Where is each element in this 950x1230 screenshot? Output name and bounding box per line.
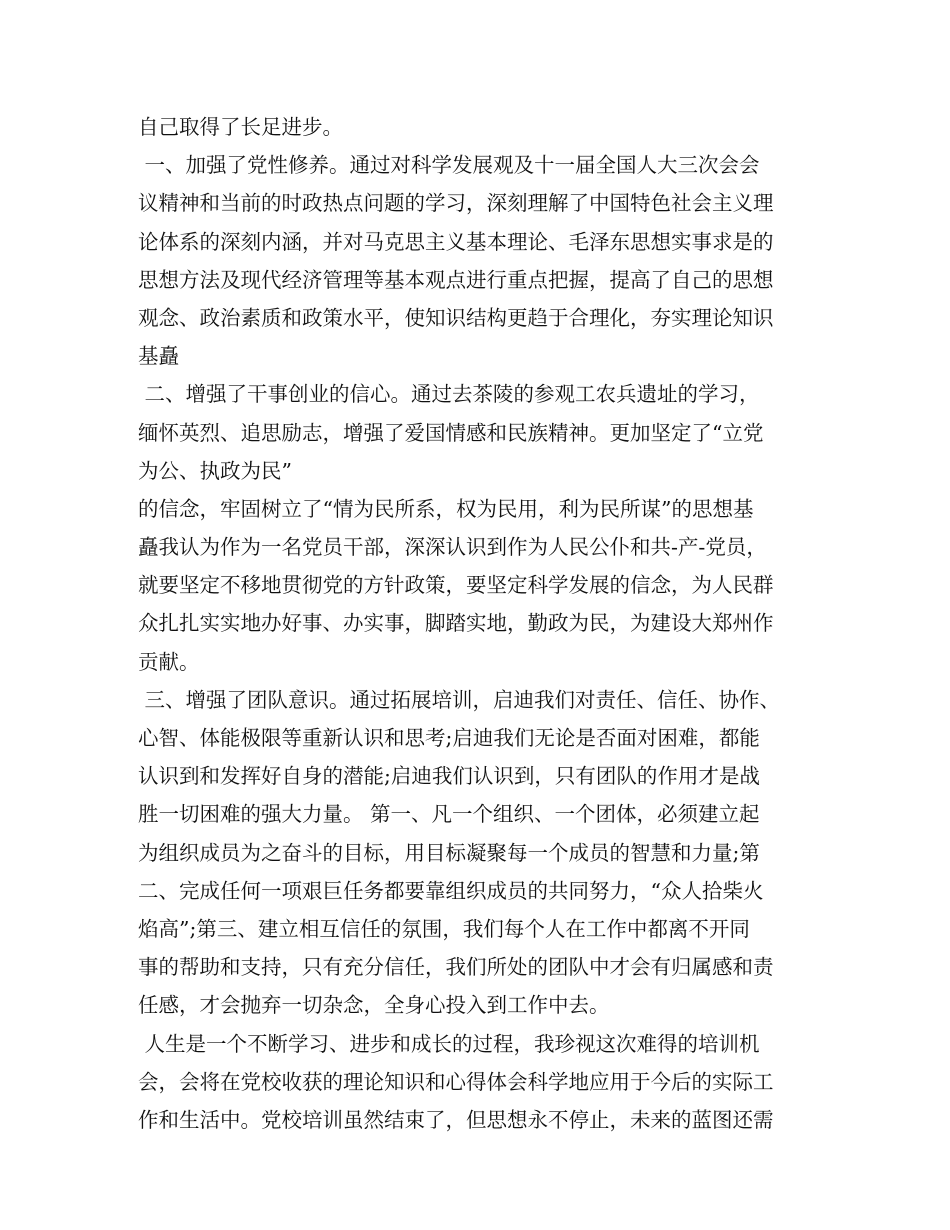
text-line: 矗我认为作为一名党员干部，深深认识到作为人民公仆和共-产-党员， xyxy=(138,535,767,560)
text-line: 议精神和当前的时政热点问题的学习，深刻理解了中国特色社会主义理 xyxy=(138,191,774,216)
text-line: 论体系的深刻内涵，并对马克思主义基本理论、毛泽东思想实事求是的 xyxy=(138,229,774,254)
text-line: 一、加强了党性修养。通过对科学发展观及十一届全国人大三次会会 xyxy=(138,153,760,178)
text-line: 思想方法及现代经济管理等基本观点进行重点把握，提高了自己的思想 xyxy=(138,267,774,292)
text-line: 众扎扎实实地办好事、办实事，脚踏实地，勤政为民，为建设大郑州作 xyxy=(138,611,774,636)
text-line: 焰高”;第三、建立相互信任的氛围，我们每个人在工作中都离不开同 xyxy=(138,916,750,941)
text-line: 的信念，牢固树立了“情为民所系，权为民用，利为民所谋”的思想基 xyxy=(138,496,754,521)
text-line: 缅怀英烈、追思励志，增强了爱国情感和民族精神。更加坚定了“立党 xyxy=(138,420,764,445)
text-line: 作和生活中。党校培训虽然结束了，但思想永不停止，未来的蓝图还需 xyxy=(138,1107,774,1132)
text-line: 三、增强了团队意识。通过拓展培训，启迪我们对责任、信任、协作、 xyxy=(138,687,781,712)
text-line: 二、增强了干事创业的信心。通过去茶陵的参观工农兵遗址的学习， xyxy=(138,382,760,407)
text-line: 胜一切困难的强大力量。 第一、凡一个组织、一个团体，必须建立起 xyxy=(138,802,760,827)
text-line: 事的帮助和支持，只有充分信任，我们所处的团队中才会有归属感和责 xyxy=(138,955,774,980)
text-line: 任感，才会抛弃一切杂念，全身心投入到工作中去。 xyxy=(138,993,610,1018)
text-line: 自己取得了长足进步。 xyxy=(138,115,343,139)
text-line: 为组织成员为之奋斗的目标，用目标凝聚每一个成员的智慧和力量;第 xyxy=(138,840,760,865)
text-line: 会，会将在党校收获的理论知识和心得体会科学地应用于今后的实际工 xyxy=(138,1069,774,1094)
text-line: 基矗 xyxy=(138,344,179,369)
text-line: 认识到和发挥好自身的潜能;启迪我们认识到，只有团队的作用才是战 xyxy=(138,764,760,789)
document-body xyxy=(138,108,818,1139)
text-line: 就要坚定不移地贯彻党的方针政策，要坚定科学发展的信念，为人民群 xyxy=(138,573,774,598)
text-line: 为公、执政为民” xyxy=(138,458,292,483)
text-line: 观念、政治素质和政策水平，使知识结构更趋于合理化，夯实理论知识 xyxy=(138,305,774,330)
text-line: 二、完成任何一项艰巨任务都要靠组织成员的共同努力，“众人拾柴火 xyxy=(138,878,764,903)
text-line: 贡献。 xyxy=(138,649,200,674)
text-line: 人生是一个不断学习、进步和成长的过程，我珍视这次难得的培训机 xyxy=(138,1031,760,1056)
text-line: 心智、体能极限等重新认识和思考;启迪我们无论是否面对困难，都能 xyxy=(138,726,760,750)
